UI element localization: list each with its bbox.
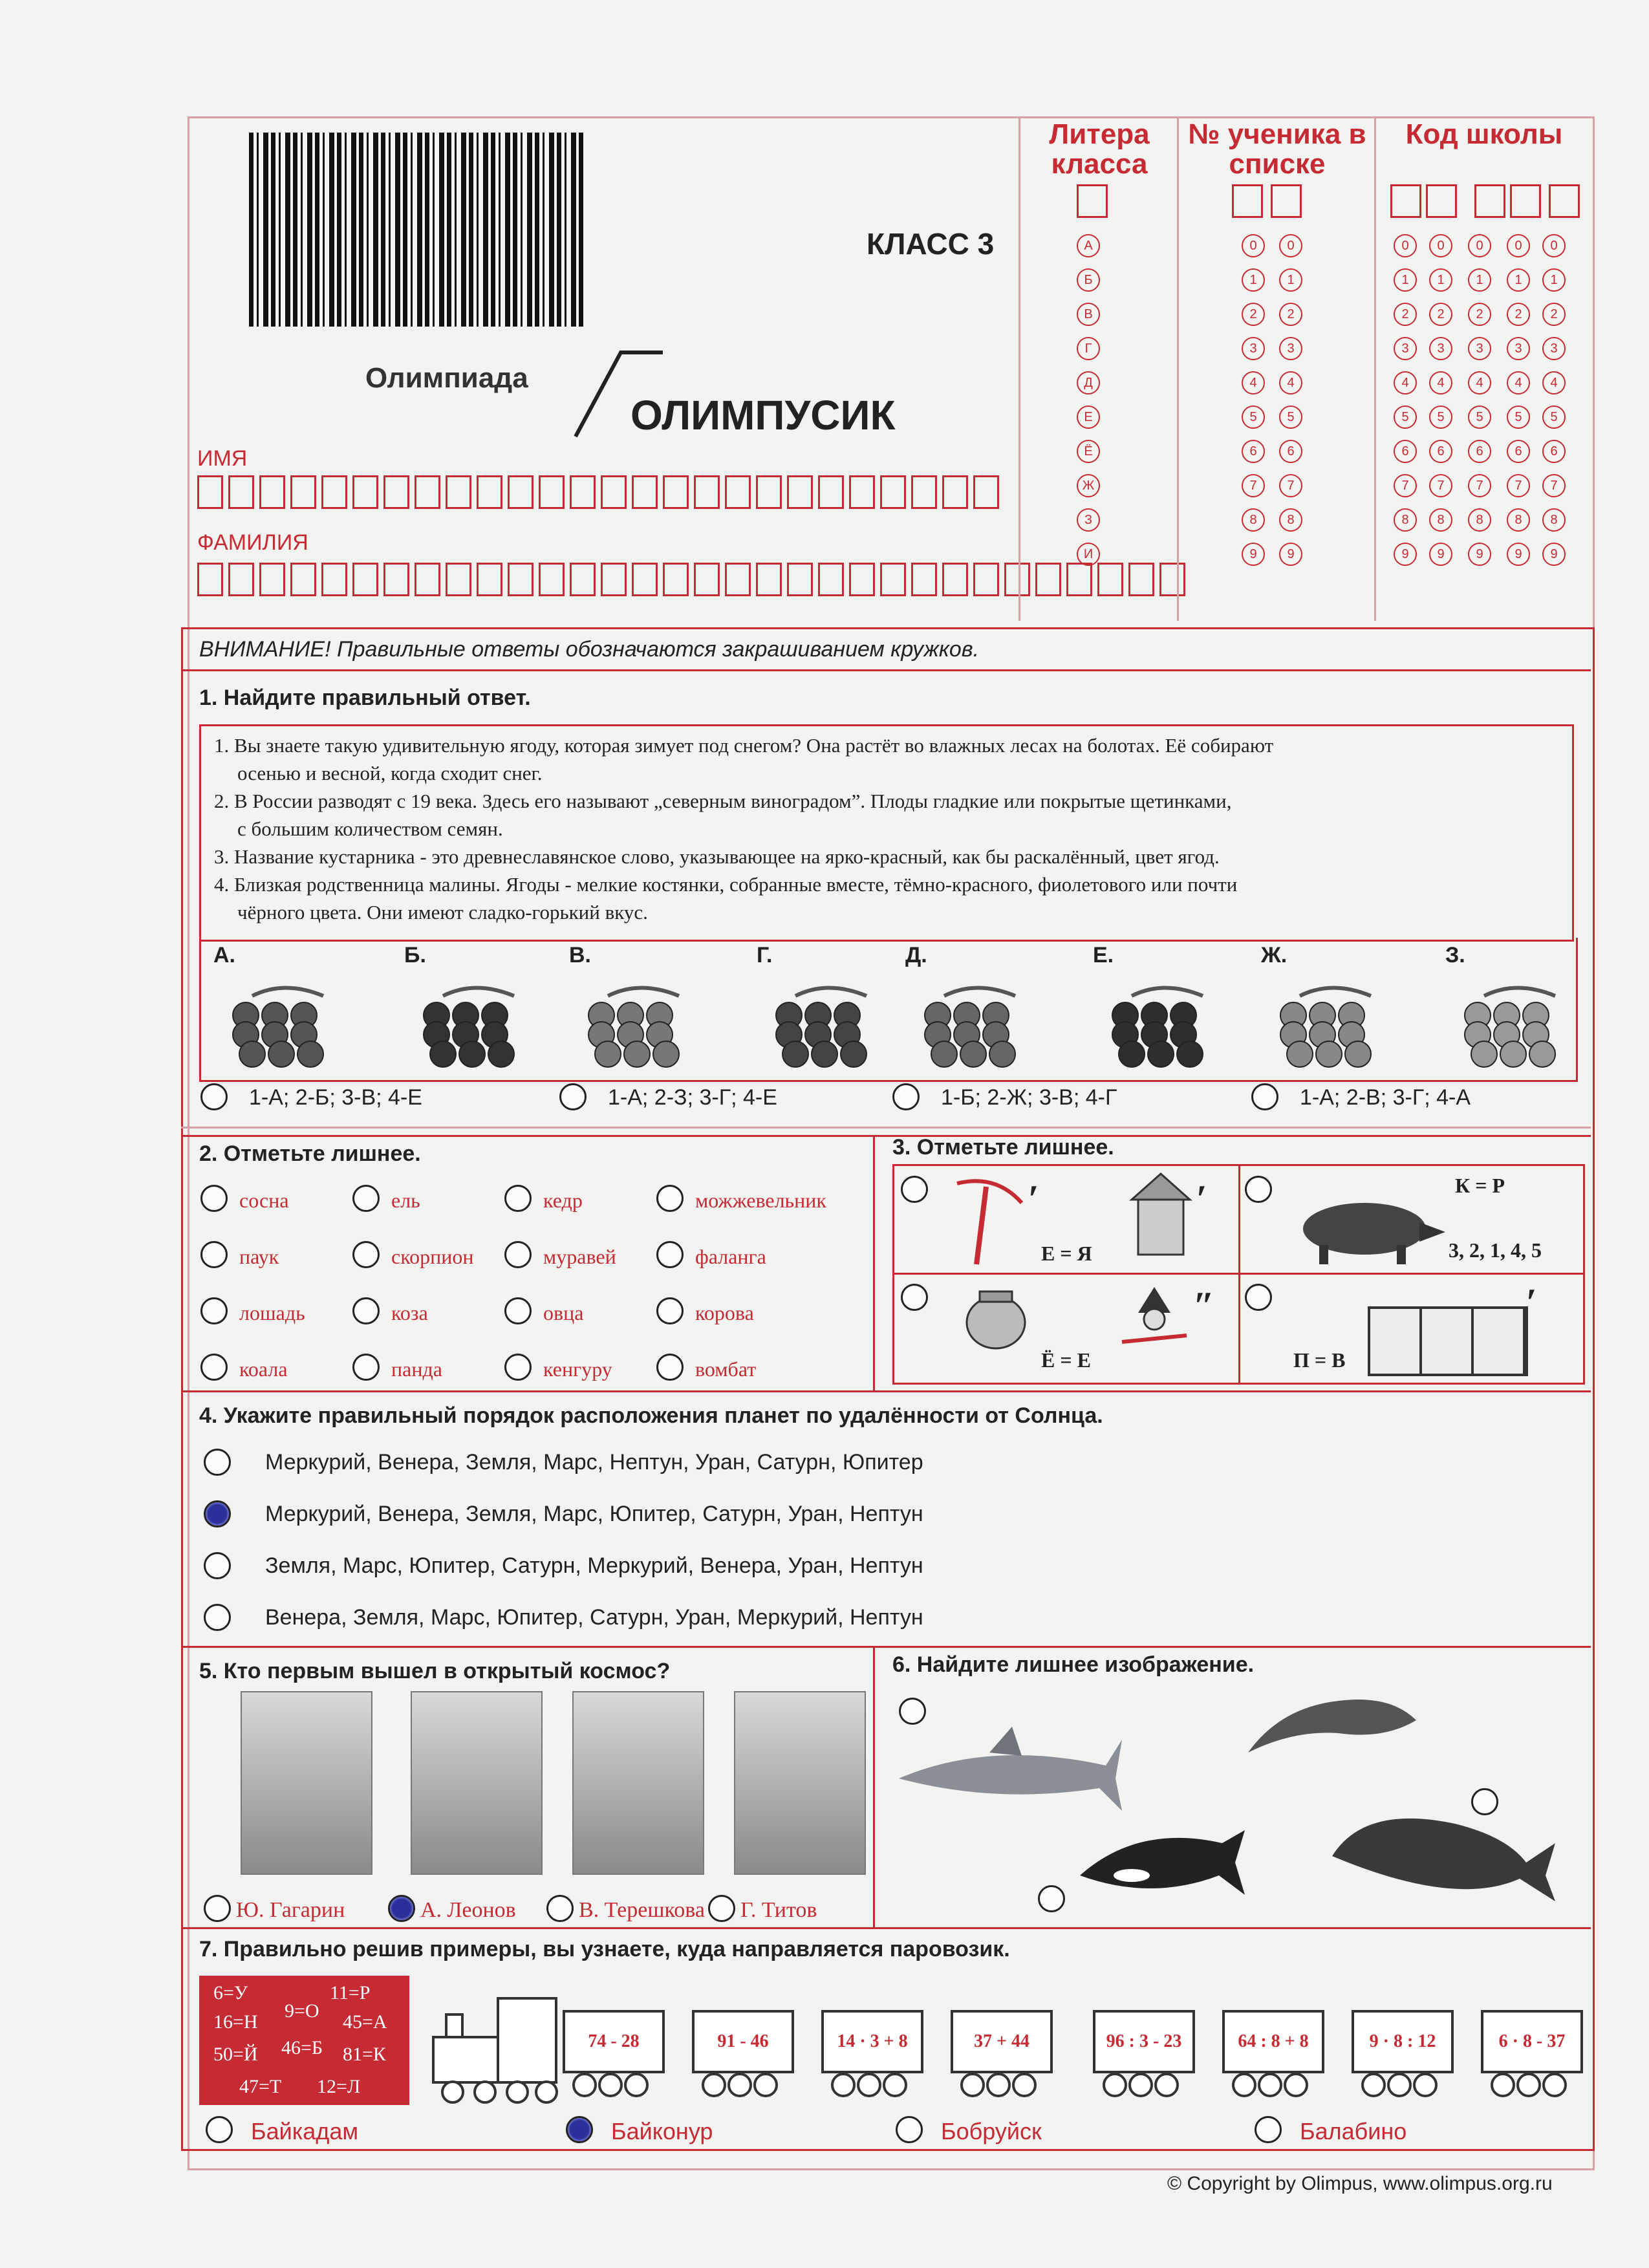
q2-option-radio[interactable]	[656, 1297, 684, 1324]
q4-option-radio[interactable]	[204, 1500, 231, 1528]
q4-option-radio[interactable]	[204, 1449, 231, 1476]
cosmonaut-photo	[734, 1691, 866, 1875]
student-number-bubble[interactable]: 8	[1242, 508, 1265, 532]
q4-option-radio[interactable]	[204, 1552, 231, 1579]
section-divider	[873, 1135, 875, 1390]
wagon-wheel	[1491, 2073, 1515, 2097]
wagon-wheel	[1516, 2073, 1541, 2097]
q2-option-radio[interactable]	[352, 1354, 380, 1381]
q2-word: коза	[391, 1301, 428, 1324]
school-code-bubble[interactable]: 4	[1542, 371, 1566, 394]
first-name-boxes[interactable]	[197, 475, 999, 509]
school-code-bubble[interactable]: 6	[1468, 440, 1491, 463]
q7-option-radio[interactable]	[566, 2116, 593, 2143]
school-code-bubble[interactable]: 2	[1542, 303, 1566, 326]
student-number-bubble[interactable]: 4	[1242, 371, 1265, 394]
q4-option-label: Меркурий, Венера, Земля, Марс, Юпитер, Сатурн, Уран, Нептун	[265, 1502, 923, 1526]
barcode	[249, 133, 585, 327]
q2-word: ель	[391, 1189, 420, 1212]
school-code-bubble[interactable]: 7	[1468, 474, 1491, 497]
q7-key-item: 46=Б	[281, 2037, 323, 2058]
q6-title: 6. Найдите лишнее изображение.	[892, 1652, 1255, 1677]
q7-key-item: 81=К	[343, 2044, 386, 2065]
q1-option-label: 1-А; 2-В; 3-Г; 4-А	[1300, 1085, 1471, 1110]
student-number-bubble[interactable]: 2	[1242, 303, 1265, 326]
q2-word: лошадь	[239, 1301, 305, 1324]
q5-option-radio[interactable]	[388, 1895, 415, 1922]
header-divider	[1374, 116, 1376, 621]
double-apostrophe-mark: ″	[1193, 1284, 1215, 1327]
school-code-bubble[interactable]: 0	[1507, 234, 1530, 257]
student-number-bubble[interactable]: 2	[1279, 303, 1302, 326]
school-code-bubble[interactable]: 1	[1507, 268, 1530, 292]
brand-name: ОЛИМПУСИК	[630, 392, 896, 438]
berry-picture	[569, 977, 711, 1074]
q2-title: 2. Отметьте лишнее.	[199, 1141, 421, 1166]
wagon-wheel	[857, 2073, 881, 2097]
q7-wagon: 96 : 3 - 23	[1093, 2010, 1195, 2073]
student-number-bubble[interactable]: 0	[1279, 234, 1302, 257]
hut-picture	[1125, 1171, 1203, 1268]
school-code-bubble[interactable]: 4	[1394, 371, 1417, 394]
berry-picture	[757, 977, 899, 1074]
school-code-bubble[interactable]: 9	[1542, 543, 1566, 566]
whale-picture	[1326, 1798, 1558, 1908]
school-code-bubble[interactable]: 4	[1429, 371, 1452, 394]
q5-option-label: В. Терешкова	[579, 1898, 706, 1922]
q1-line: чёрного цвета. Они имеют сладко-горький вкус.	[237, 901, 648, 923]
pot-picture	[957, 1284, 1035, 1355]
q2-option-radio[interactable]	[656, 1185, 684, 1212]
student-number-box[interactable]	[1232, 184, 1263, 218]
wagon-wheel	[1012, 2073, 1037, 2097]
school-code-bubble[interactable]: 6	[1394, 440, 1417, 463]
q7-key-item: 45=А	[343, 2011, 387, 2033]
student-number-bubble[interactable]: 3	[1279, 337, 1302, 360]
litera-bubble[interactable]: Е	[1077, 405, 1100, 429]
school-code-bubble[interactable]: 5	[1542, 405, 1566, 429]
q1-option-label: 1-А; 2-Б; 3-В; 4-Е	[249, 1085, 422, 1110]
q2-option-radio[interactable]	[200, 1354, 228, 1381]
school-code-box[interactable]	[1510, 184, 1541, 218]
q2-word: панда	[391, 1357, 442, 1381]
q2-option-radio[interactable]	[352, 1297, 380, 1324]
school-code-bubble[interactable]: 9	[1468, 543, 1491, 566]
berry-label: Е.	[1093, 943, 1114, 967]
q3-option-radio[interactable]	[1245, 1284, 1272, 1311]
school-code-header: Код школы	[1405, 118, 1563, 150]
school-code-box[interactable]	[1390, 184, 1421, 218]
section-divider	[873, 1646, 875, 1927]
boar-picture	[1287, 1190, 1449, 1268]
q7-option-radio[interactable]	[206, 2116, 233, 2143]
wagon-wheel	[624, 2073, 649, 2097]
school-code-bubble[interactable]: 6	[1429, 440, 1452, 463]
wagon-wheel	[986, 2073, 1011, 2097]
student-number-bubble[interactable]: 9	[1242, 543, 1265, 566]
q5-option-label: Г. Титов	[740, 1898, 817, 1922]
witch-picture	[1119, 1284, 1190, 1348]
shelf-picture	[1368, 1306, 1528, 1376]
q4-option-label: Венера, Земля, Марс, Юпитер, Сатурн, Уран, Меркурий, Нептун	[265, 1605, 923, 1630]
school-code-bubble[interactable]: 7	[1429, 474, 1452, 497]
q6-option-radio[interactable]	[1038, 1885, 1065, 1912]
wagon-wheel	[1128, 2073, 1153, 2097]
wagon-wheel	[1154, 2073, 1179, 2097]
litera-bubble[interactable]: Ё	[1077, 440, 1100, 463]
notice: ВНИМАНИЕ! Правильные ответы обозначаются закрашиванием кружков.	[199, 637, 980, 662]
apostrophe-mark: ′	[1196, 1178, 1207, 1220]
wagon-wheel	[598, 2073, 623, 2097]
school-code-bubble[interactable]: 4	[1468, 371, 1491, 394]
header-divider	[1177, 116, 1179, 621]
catfish-picture	[1242, 1681, 1423, 1766]
apostrophe-mark: ′	[1526, 1281, 1537, 1324]
berry-picture	[1445, 977, 1588, 1074]
q2-word: фаланга	[695, 1245, 766, 1268]
q1-text-box	[199, 724, 1574, 942]
q2-option-radio[interactable]	[200, 1241, 228, 1268]
q2-option-radio[interactable]	[656, 1241, 684, 1268]
q5-title: 5. Кто первым вышел в открытый космос?	[199, 1659, 671, 1683]
q1-option-radio[interactable]	[1251, 1083, 1278, 1110]
q3-order: 3, 2, 1, 4, 5	[1449, 1238, 1542, 1262]
wagon-wheel	[572, 2073, 597, 2097]
q2-option-radio[interactable]	[200, 1185, 228, 1212]
berry-label: Г.	[757, 943, 773, 967]
q2-word: коала	[239, 1357, 288, 1381]
school-code-bubble[interactable]: 4	[1507, 371, 1530, 394]
q2-option-radio[interactable]	[504, 1297, 532, 1324]
q7-option-label: Байкадам	[251, 2118, 359, 2144]
q7-key-item: 47=Т	[239, 2076, 282, 2097]
school-code-bubble[interactable]: 1	[1468, 268, 1491, 292]
q7-key-item: 11=Р	[330, 1982, 371, 2003]
q2-word: вомбат	[695, 1357, 757, 1381]
litera-bubble[interactable]: И	[1077, 543, 1100, 566]
q2-option-radio[interactable]	[656, 1354, 684, 1381]
q2-word: можжевельник	[695, 1189, 826, 1212]
q4-option-label: Земля, Марс, Юпитер, Сатурн, Меркурий, Венера, Уран, Нептун	[265, 1553, 923, 1578]
school-code-bubble[interactable]: 8	[1429, 508, 1452, 532]
student-number-bubble[interactable]: 4	[1279, 371, 1302, 394]
litera-bubble[interactable]: Д	[1077, 371, 1100, 394]
cosmonaut-photo	[411, 1691, 543, 1875]
class-label: КЛАСС 3	[867, 227, 995, 261]
school-code-bubble[interactable]: 1	[1394, 268, 1417, 292]
school-code-bubble[interactable]: 0	[1429, 234, 1452, 257]
q1-option-label: 1-Б; 2-Ж; 3-В; 4-Г	[941, 1085, 1117, 1110]
school-code-bubble[interactable]: 2	[1507, 303, 1530, 326]
q1-line: 3. Название кустарника - это древнеславянское слово, указывающее на ярко-красный, как бы раскалённый, цвет ягод.	[214, 845, 1220, 868]
q3-rule: П = В	[1293, 1348, 1346, 1372]
school-code-bubble[interactable]: 0	[1542, 234, 1566, 257]
student-number-bubble[interactable]: 1	[1242, 268, 1265, 292]
school-code-box[interactable]	[1549, 184, 1580, 218]
school-code-bubble[interactable]: 6	[1507, 440, 1530, 463]
student-number-bubble[interactable]: 5	[1242, 405, 1265, 429]
q7-wagon: 6 · 8 - 37	[1481, 2010, 1583, 2073]
q7-key-item: 12=Л	[317, 2076, 361, 2097]
q5-option-label: А. Леонов	[420, 1898, 516, 1922]
school-code-bubble[interactable]: 3	[1394, 337, 1417, 360]
apostrophe-mark: ′	[1028, 1178, 1039, 1220]
q7-option-radio[interactable]	[1255, 2116, 1282, 2143]
berry-label: В.	[569, 943, 591, 967]
q6-option-radio[interactable]	[899, 1698, 926, 1725]
wagon-wheel	[727, 2073, 752, 2097]
q3-option-radio[interactable]	[901, 1284, 928, 1311]
first-name-label: ИМЯ	[197, 446, 248, 471]
student-number-bubble[interactable]: 9	[1279, 543, 1302, 566]
section-divider	[181, 1127, 1591, 1129]
section-divider	[181, 1927, 1591, 1929]
wagon-wheel	[883, 2073, 907, 2097]
school-code-bubble[interactable]: 8	[1468, 508, 1491, 532]
q2-word: кедр	[543, 1189, 583, 1212]
school-code-box[interactable]	[1474, 184, 1505, 218]
q5-option-label: Ю. Гагарин	[236, 1898, 345, 1922]
berry-label: Ж.	[1261, 943, 1288, 967]
student-number-bubble[interactable]: 7	[1279, 474, 1302, 497]
q7-key-item: 9=О	[285, 2000, 319, 2022]
q5-option-radio[interactable]	[708, 1895, 735, 1922]
section-divider	[181, 1390, 1591, 1392]
school-code-bubble[interactable]: 5	[1468, 405, 1491, 429]
litera-bubble[interactable]: Ж	[1077, 474, 1100, 497]
student-number-bubble[interactable]: 3	[1242, 337, 1265, 360]
school-code-box[interactable]	[1426, 184, 1457, 218]
q7-wagon: 74 - 28	[563, 2010, 665, 2073]
q7-title: 7. Правильно решив примеры, вы узнаете, куда направляется паровозик.	[199, 1937, 1010, 1961]
wagon-wheel	[1361, 2073, 1386, 2097]
school-code-bubble[interactable]: 1	[1542, 268, 1566, 292]
school-code-bubble[interactable]: 7	[1507, 474, 1530, 497]
q1-line: 1. Вы знаете такую удивительную ягоду, которая зимует под снегом? Она растёт во влажных лесах на болотах. Её собирают	[214, 734, 1274, 757]
q4-option-radio[interactable]	[204, 1604, 231, 1631]
litera-bubble[interactable]: Г	[1077, 337, 1100, 360]
q7-key-item: 6=У	[213, 1982, 248, 2003]
q2-option-radio[interactable]	[504, 1185, 532, 1212]
school-code-bubble[interactable]: 2	[1468, 303, 1491, 326]
q1-line: с большим количеством семян.	[237, 817, 503, 840]
school-code-bubble[interactable]: 5	[1394, 405, 1417, 429]
student-number-box[interactable]	[1271, 184, 1302, 218]
school-code-bubble[interactable]: 3	[1507, 337, 1530, 360]
q3-option-radio[interactable]	[1245, 1176, 1272, 1203]
school-code-bubble[interactable]: 3	[1468, 337, 1491, 360]
school-code-bubble[interactable]: 9	[1394, 543, 1417, 566]
q7-wagon: 14 · 3 + 8	[821, 2010, 923, 2073]
cosmonaut-photo	[241, 1691, 372, 1875]
q3-option-radio[interactable]	[901, 1176, 928, 1203]
school-code-bubble[interactable]: 0	[1468, 234, 1491, 257]
q7-wagon: 9 · 8 : 12	[1352, 2010, 1454, 2073]
school-code-bubble[interactable]: 5	[1507, 405, 1530, 429]
school-code-bubble[interactable]: 9	[1507, 543, 1530, 566]
litera-box[interactable]	[1077, 184, 1108, 218]
wagon-wheel	[1387, 2073, 1412, 2097]
q2-option-radio[interactable]	[352, 1185, 380, 1212]
berry-label: З.	[1445, 943, 1465, 967]
school-code-bubble[interactable]: 2	[1394, 303, 1417, 326]
wagon-wheel	[702, 2073, 726, 2097]
student-number-bubble[interactable]: 6	[1242, 440, 1265, 463]
q2-word: паук	[239, 1245, 279, 1268]
wagon-wheel	[960, 2073, 985, 2097]
last-name-boxes[interactable]	[197, 563, 1185, 596]
student-number-bubble[interactable]: 7	[1242, 474, 1265, 497]
q7-wagon: 37 + 44	[951, 2010, 1053, 2073]
q2-word: муравей	[543, 1245, 616, 1268]
q7-wagon: 64 : 8 + 8	[1222, 2010, 1324, 2073]
berry-picture	[404, 977, 546, 1074]
school-code-bubble[interactable]: 2	[1429, 303, 1452, 326]
q7-option-radio[interactable]	[896, 2116, 923, 2143]
school-code-bubble[interactable]: 7	[1542, 474, 1566, 497]
litera-bubble[interactable]: З	[1077, 508, 1100, 532]
school-code-bubble[interactable]: 3	[1429, 337, 1452, 360]
q2-word: скорпион	[391, 1245, 474, 1268]
school-code-bubble[interactable]: 8	[1394, 508, 1417, 532]
q4-option-label: Меркурий, Венера, Земля, Марс, Нептун, Уран, Сатурн, Юпитер	[265, 1450, 923, 1474]
school-code-bubble[interactable]: 6	[1542, 440, 1566, 463]
q1-option-radio[interactable]	[200, 1083, 228, 1110]
school-code-bubble[interactable]: 1	[1429, 268, 1452, 292]
student-number-bubble[interactable]: 0	[1242, 234, 1265, 257]
school-code-bubble[interactable]: 9	[1429, 543, 1452, 566]
wagon-wheel	[1258, 2073, 1282, 2097]
cosmonaut-photo	[572, 1691, 704, 1875]
wagon-wheel	[831, 2073, 856, 2097]
litera-bubble[interactable]: Б	[1077, 268, 1100, 292]
orca-picture	[1073, 1804, 1248, 1908]
q3-rule: Е = Я	[1041, 1242, 1092, 1265]
berry-picture	[1261, 977, 1403, 1074]
header-divider	[1018, 116, 1020, 621]
wagon-wheel	[1284, 2073, 1308, 2097]
q7-key-item: 50=Й	[213, 2044, 258, 2065]
berry-label: А.	[213, 943, 235, 967]
q1-line: 4. Близкая родственница малины. Ягоды - мелкие костянки, собранные вместе, тёмно-красного, фиолетового или почти	[214, 873, 1238, 896]
school-code-bubble[interactable]: 5	[1429, 405, 1452, 429]
q7-option-label: Байконур	[611, 2118, 713, 2144]
student-number-header: № ученика в списке	[1188, 118, 1366, 180]
litera-bubble[interactable]: В	[1077, 303, 1100, 326]
q1-title: 1. Найдите правильный ответ.	[199, 686, 531, 710]
shark-picture	[892, 1727, 1125, 1817]
q5-option-radio[interactable]	[204, 1895, 231, 1922]
school-code-bubble[interactable]: 0	[1394, 234, 1417, 257]
q3-title: 3. Отметьте лишнее.	[892, 1135, 1114, 1160]
school-code-bubble[interactable]: 8	[1542, 508, 1566, 532]
scythe-picture	[951, 1177, 1028, 1268]
wagon-wheel	[1232, 2073, 1256, 2097]
locomotive-picture	[427, 1992, 563, 2108]
wagon-wheel	[1413, 2073, 1438, 2097]
student-number-bubble[interactable]: 6	[1279, 440, 1302, 463]
wagon-wheel	[753, 2073, 778, 2097]
wagon-wheel	[1103, 2073, 1127, 2097]
q5-option-radio[interactable]	[546, 1895, 574, 1922]
q1-line: 2. В России разводят с 19 века. Здесь его называют „северным виноградом”. Плоды гладкие или покрытые щетинками,	[214, 790, 1232, 812]
q2-word: корова	[695, 1301, 754, 1324]
school-code-bubble[interactable]: 7	[1394, 474, 1417, 497]
q7-option-label: Бобруйск	[941, 2118, 1042, 2144]
student-number-bubble[interactable]: 8	[1279, 508, 1302, 532]
q1-option-radio[interactable]	[892, 1083, 920, 1110]
student-number-bubble[interactable]: 5	[1279, 405, 1302, 429]
q2-word: кенгуру	[543, 1357, 612, 1381]
q1-line: осенью и весной, когда сходит снег.	[237, 762, 543, 784]
school-code-bubble[interactable]: 8	[1507, 508, 1530, 532]
litera-bubble[interactable]: А	[1077, 234, 1100, 257]
berry-picture	[213, 977, 356, 1074]
student-number-bubble[interactable]: 1	[1279, 268, 1302, 292]
q4-title: 4. Укажите правильный порядок расположения планет по удалённости от Солнца.	[199, 1403, 1103, 1428]
school-code-bubble[interactable]: 3	[1542, 337, 1566, 360]
berry-label: Д.	[905, 943, 927, 967]
copyright: © Copyright by Olimpus, www.olimpus.org.ru	[1167, 2173, 1553, 2194]
q3-rule: К = Р	[1455, 1174, 1505, 1197]
wagon-wheel	[1542, 2073, 1567, 2097]
berry-label: Б.	[404, 943, 426, 967]
q2-option-radio[interactable]	[504, 1354, 532, 1381]
q1-option-radio[interactable]	[559, 1083, 587, 1110]
q2-option-radio[interactable]	[200, 1297, 228, 1324]
q2-option-radio[interactable]	[504, 1241, 532, 1268]
q7-key-item: 16=Н	[213, 2011, 258, 2033]
litera-header: Литера класса	[1049, 118, 1150, 180]
section-divider	[181, 669, 1591, 671]
olympiad-label: Олимпиада	[365, 362, 528, 394]
q2-option-radio[interactable]	[352, 1241, 380, 1268]
berry-picture	[905, 977, 1048, 1074]
berry-picture	[1093, 977, 1235, 1074]
section-divider	[181, 1646, 1591, 1648]
q2-word: овца	[543, 1301, 584, 1324]
q2-word: сосна	[239, 1189, 289, 1212]
q1-option-label: 1-А; 2-З; 3-Г; 4-Е	[608, 1085, 777, 1110]
q3-rule: Ё = Е	[1041, 1348, 1091, 1372]
section-divider	[181, 1135, 1591, 1137]
last-name-label: ФАМИЛИЯ	[197, 530, 308, 555]
q7-option-label: Балабино	[1300, 2118, 1407, 2144]
q7-wagon: 91 - 46	[692, 2010, 794, 2073]
